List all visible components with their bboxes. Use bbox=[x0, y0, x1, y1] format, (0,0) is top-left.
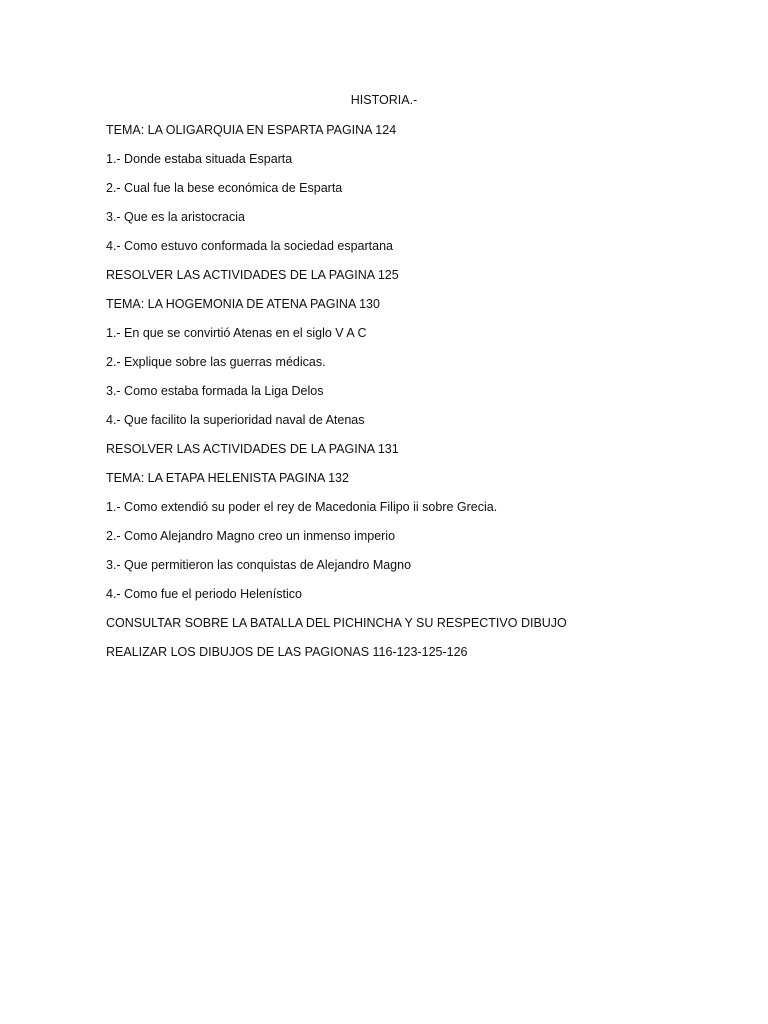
question-line: 3.- Como estaba formada la Liga Delos bbox=[106, 384, 324, 398]
instruction-line: RESOLVER LAS ACTIVIDADES DE LA PAGINA 131 bbox=[106, 442, 399, 456]
question-line: 4.- Que facilito la superioridad naval de Atenas bbox=[106, 413, 365, 427]
question-line: 3.- Que permitieron las conquistas de Alejandro Magno bbox=[106, 558, 412, 572]
instruction-line: REALIZAR LOS DIBUJOS DE LAS PAGIONAS 116-123-125-126 bbox=[106, 645, 468, 659]
instruction-line: CONSULTAR SOBRE LA BATALLA DEL PICHINCHA Y SU RESPECTIVO DIBUJO bbox=[106, 616, 567, 630]
question-line: 4.- Como estuvo conformada la sociedad espartana bbox=[106, 239, 393, 253]
question-line: 2.- Cual fue la bese económica de Esparta bbox=[106, 181, 343, 195]
document-title: HISTORIA.- bbox=[350, 93, 418, 107]
question-line: 1.- En que se convirtió Atenas en el siglo V A C bbox=[106, 326, 367, 340]
instruction-line: RESOLVER LAS ACTIVIDADES DE LA PAGINA 125 bbox=[106, 268, 399, 282]
question-line: 4.- Como fue el periodo Helenístico bbox=[106, 587, 302, 601]
question-line: 2.- Como Alejandro Magno creo un inmenso imperio bbox=[106, 529, 396, 543]
topic-heading-atenas: TEMA: LA HOGEMONIA DE ATENA PAGINA 130 bbox=[106, 297, 380, 311]
question-line: 3.- Que es la aristocracia bbox=[106, 210, 245, 224]
topic-heading-helenista: TEMA: LA ETAPA HELENISTA PAGINA 132 bbox=[106, 471, 349, 485]
document-body bbox=[106, 122, 567, 673]
question-line: 1.- Donde estaba situada Esparta bbox=[106, 152, 293, 166]
topic-heading-esparta: TEMA: LA OLIGARQUIA EN ESPARTA PAGINA 124 bbox=[106, 123, 397, 137]
question-line: 1.- Como extendió su poder el rey de Macedonia Filipo ii sobre Grecia. bbox=[106, 500, 498, 514]
question-line: 2.- Explique sobre las guerras médicas. bbox=[106, 355, 326, 369]
